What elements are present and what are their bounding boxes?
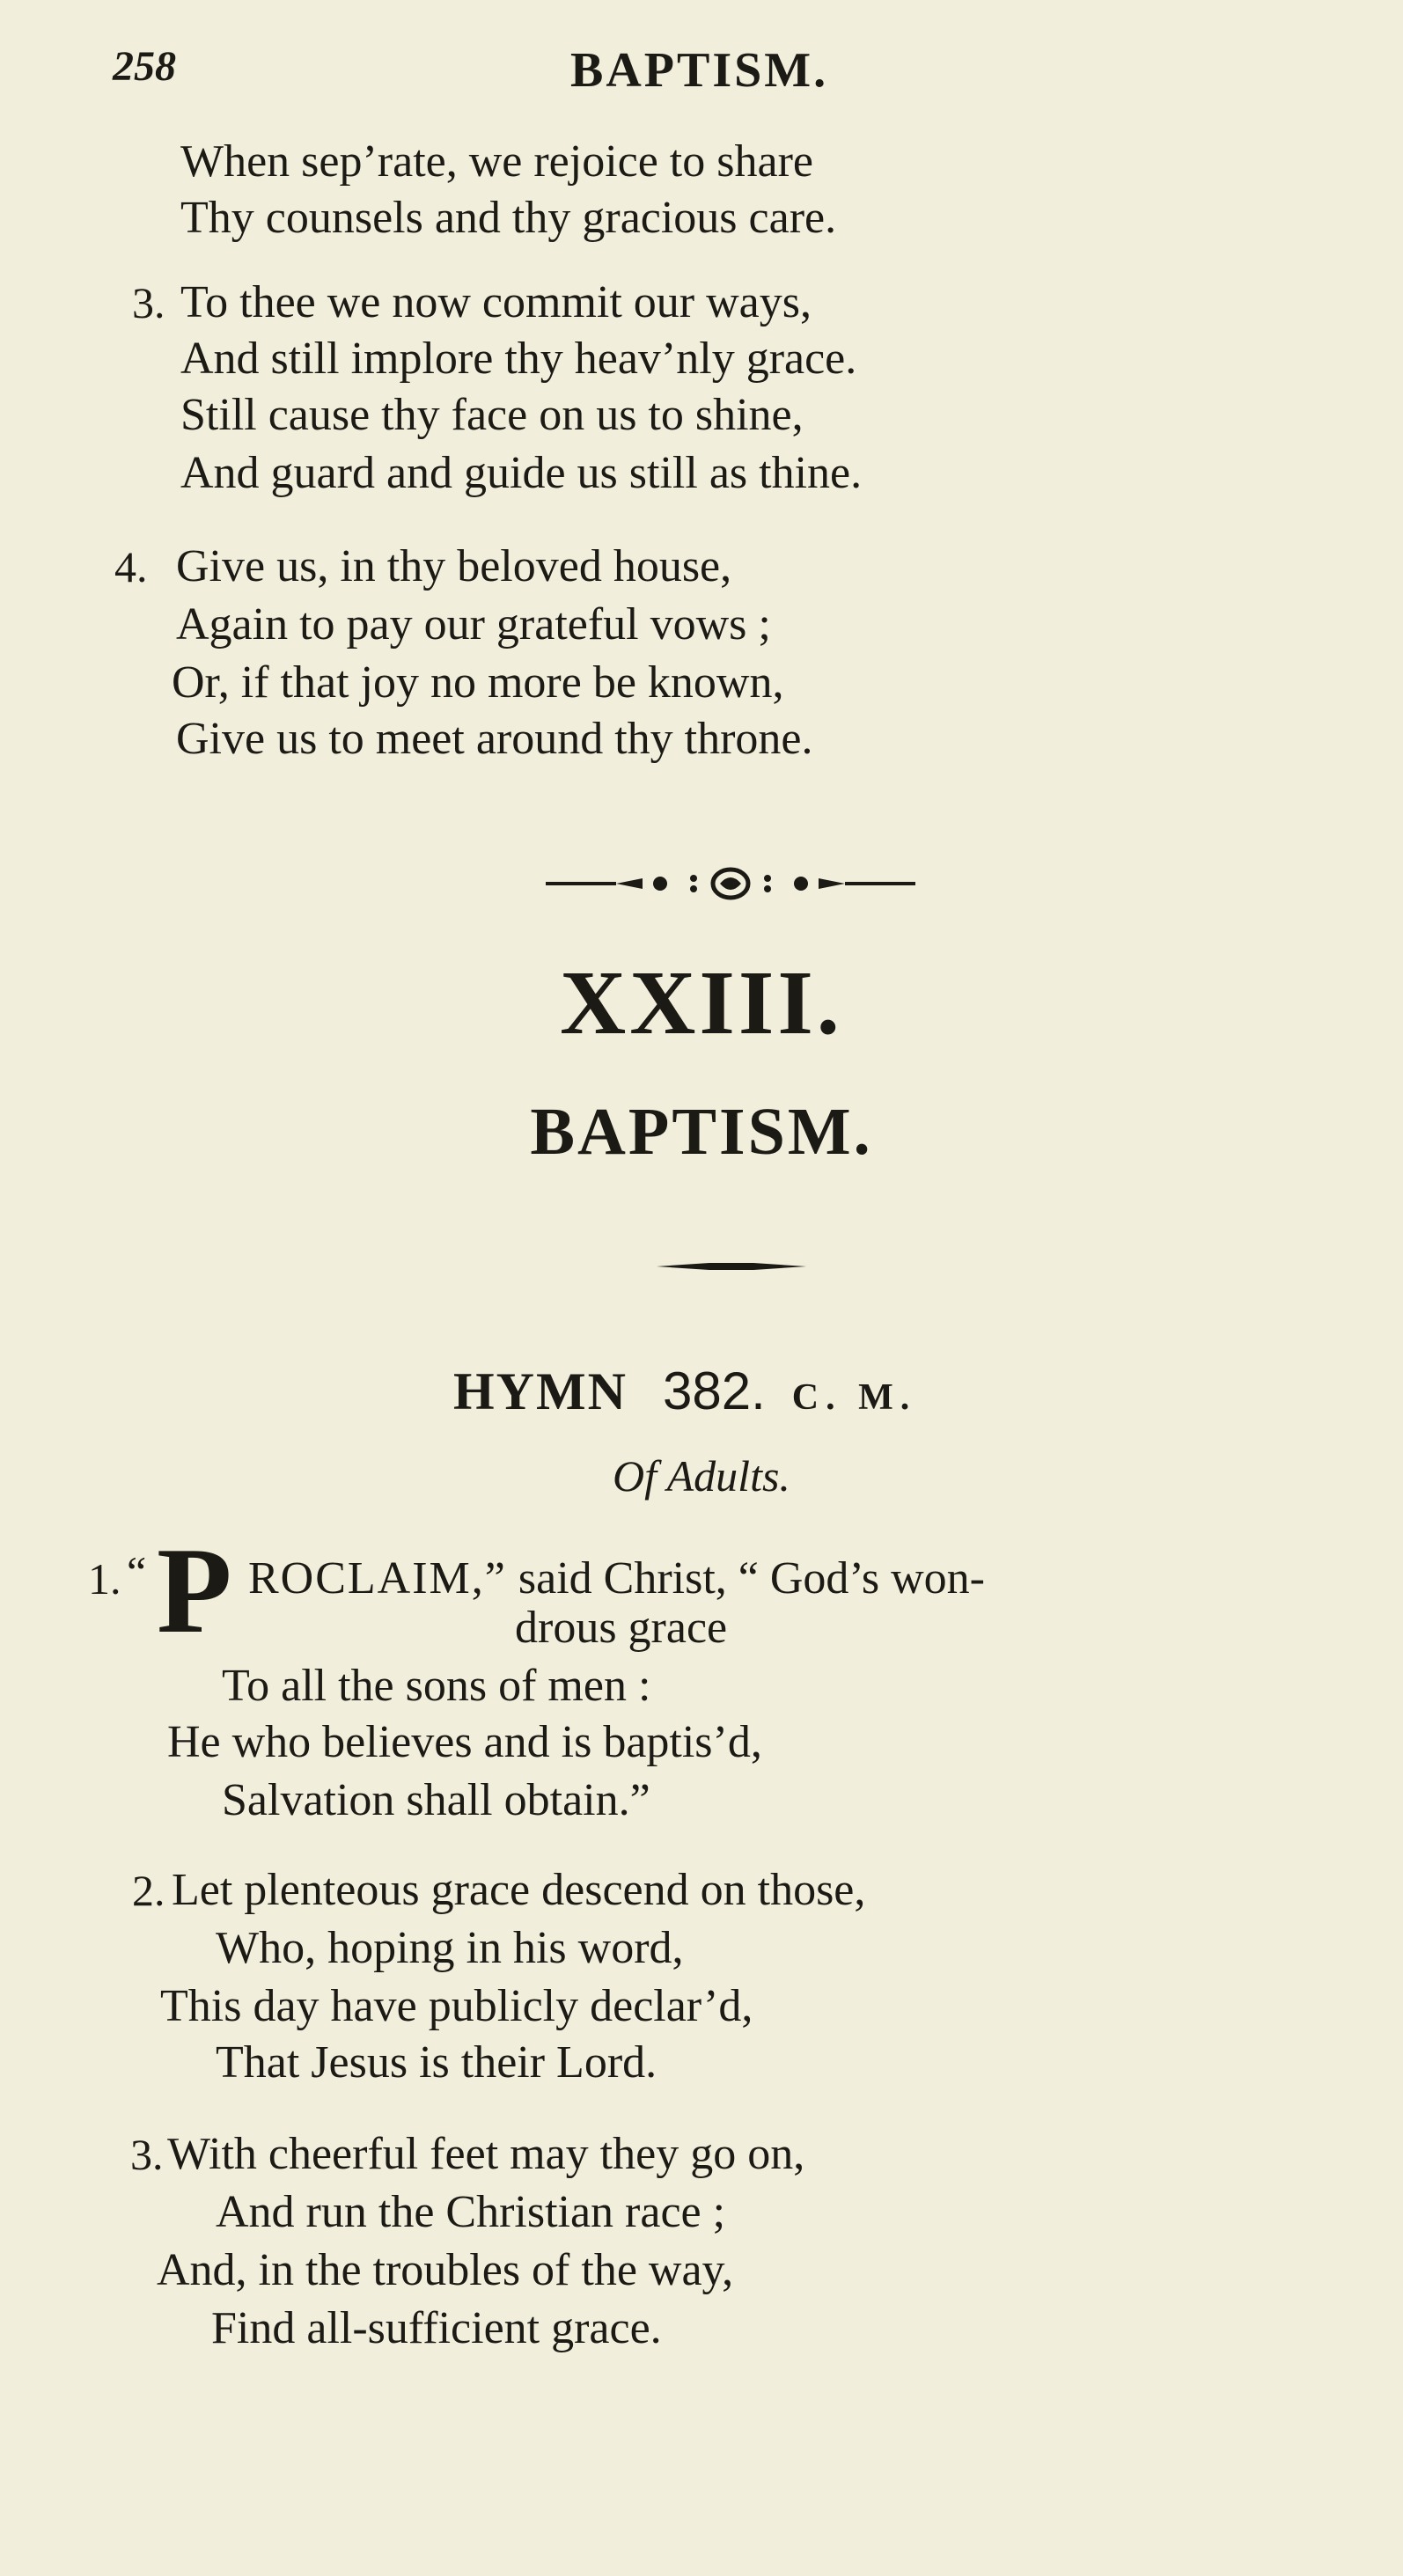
hymn-subtitle: Of Adults. xyxy=(613,1451,790,1501)
continuation-line: Thy counsels and thy gracious care. xyxy=(180,193,837,243)
verse-line: To thee we now commit our ways, xyxy=(180,277,812,327)
verse-line: Or, if that joy no more be known, xyxy=(172,657,784,708)
verse-number: 4. xyxy=(114,542,148,591)
verse-line: Give us, in thy beloved house, xyxy=(176,541,732,591)
verse-line: This day have publicly declar’d, xyxy=(160,1981,753,2031)
ornament-divider xyxy=(546,861,915,906)
continuation-line: When sep’rate, we rejoice to share xyxy=(180,136,813,187)
verse-line: And still implore thy heav’nly grace. xyxy=(180,334,857,384)
section-title: BAPTISM. xyxy=(530,1095,873,1169)
page-header xyxy=(0,42,1403,104)
verse-line: And guard and guide us still as thine. xyxy=(180,448,863,498)
verse-line: Salvation shall obtain.” xyxy=(222,1775,650,1825)
drop-cap-letter: P xyxy=(157,1523,232,1659)
verse-number: 2. xyxy=(132,1866,165,1915)
verse-line: Still cause thy face on us to shine, xyxy=(180,390,804,440)
short-rule xyxy=(657,1260,806,1273)
hymn-meter: C. M. xyxy=(791,1377,917,1418)
verse-number: 3. xyxy=(132,278,165,327)
verse-line: To all the sons of men : xyxy=(222,1661,651,1711)
hymn-label: HYMN xyxy=(453,1362,628,1420)
hymn-number: 382. xyxy=(662,1361,766,1420)
verse-line: Give us to meet around thy throne. xyxy=(176,714,813,764)
verse-number: 1. xyxy=(88,1554,121,1604)
hymn-heading xyxy=(453,1361,916,1422)
verse-line: And run the Christian race ; xyxy=(216,2187,726,2237)
first-word: ROCLAIM,” xyxy=(248,1553,507,1604)
verse-line: Who, hoping in his word, xyxy=(216,1923,684,1973)
verse-number: 3. xyxy=(130,2130,164,2179)
running-title: BAPTISM. xyxy=(570,43,829,98)
verse-line: drous grace xyxy=(515,1603,728,1653)
verse-line: Let plenteous grace descend on those, xyxy=(172,1865,866,1915)
verse-line: Find all-sufficient grace. xyxy=(211,2303,662,2353)
first-line-rest: said Christ, “ God’s won- xyxy=(506,1553,985,1604)
verse-line: He who believes and is baptis’d, xyxy=(167,1717,762,1767)
section-numeral: XXIII. xyxy=(560,952,843,1053)
open-quote: “ xyxy=(127,1547,147,1596)
verse-line: And, in the troubles of the way, xyxy=(157,2245,734,2295)
verse-line: That Jesus is their Lord. xyxy=(216,2037,657,2088)
verse-first-line xyxy=(248,1552,985,1605)
page-number: 258 xyxy=(113,43,176,90)
verse-line: With cheerful feet may they go on, xyxy=(167,2129,805,2179)
verse-line: Again to pay our grateful vows ; xyxy=(176,599,771,650)
